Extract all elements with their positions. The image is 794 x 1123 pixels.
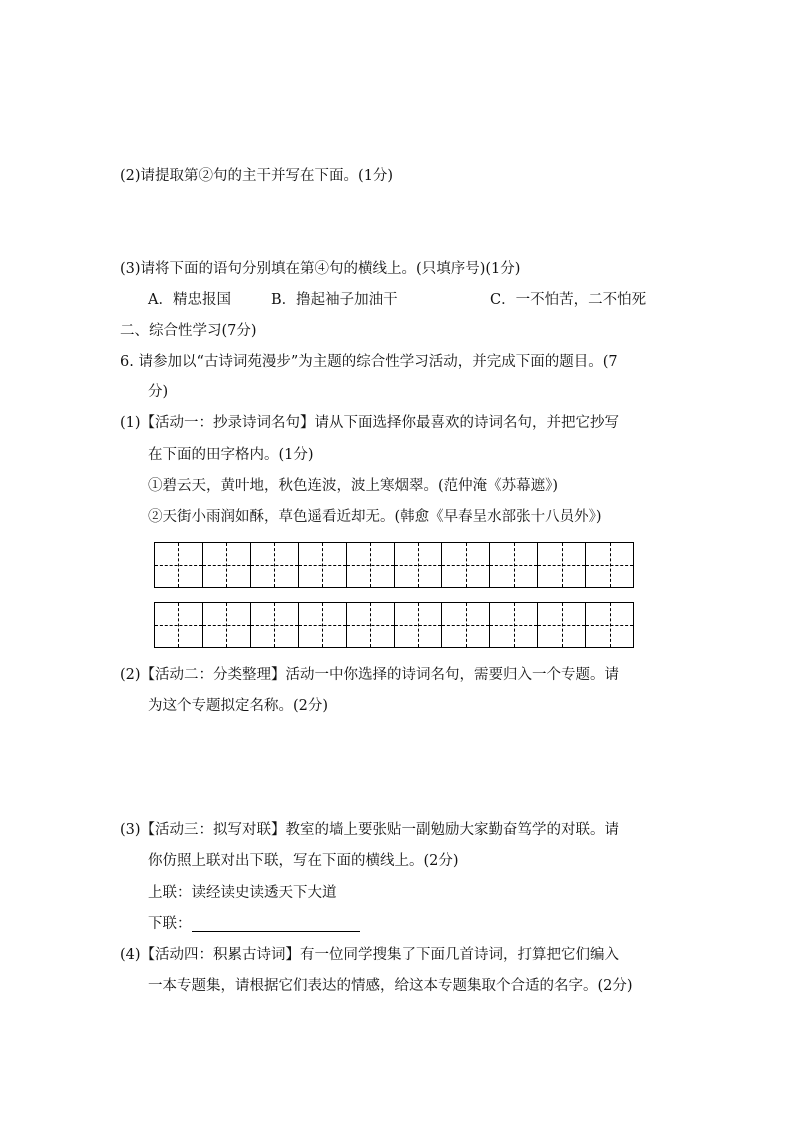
poem-2: ②天街小雨润如酥，草色遥看近却无。(韩愈《早春呈水部张十八员外》) [148, 509, 602, 525]
couplet-upper: 上联：读经读史读透天下大道 [148, 885, 337, 901]
grid-cell[interactable] [538, 543, 586, 587]
grid-cell[interactable] [442, 603, 490, 647]
option-a: A．精忠报国 [148, 292, 231, 308]
grid-cell[interactable] [203, 603, 251, 647]
question-3: (3)请将下面的语句分别填在第④句的横线上。(只填序号)(1分) [120, 261, 521, 277]
answer-blank[interactable] [192, 915, 360, 932]
tianzige-grid-row-2[interactable] [154, 602, 634, 648]
grid-cell[interactable] [203, 543, 251, 587]
grid-cell[interactable] [155, 603, 203, 647]
grid-cell[interactable] [442, 543, 490, 587]
activity-1-line2: 在下面的田字格内。(1分) [148, 447, 314, 463]
question-6-line1: 6. 请参加以“古诗词苑漫步”为主题的综合性学习活动，并完成下面的题目。(7 [120, 354, 618, 370]
option-b: B．撸起袖子加油干 [271, 292, 398, 308]
grid-cell[interactable] [299, 543, 347, 587]
grid-cell[interactable] [395, 603, 443, 647]
grid-cell[interactable] [586, 603, 633, 647]
grid-cell[interactable] [538, 603, 586, 647]
activity-1-line1: (1)【活动一：抄录诗词名句】请从下面选择你最喜欢的诗词名句，并把它抄写 [120, 415, 620, 431]
grid-cell[interactable] [586, 543, 633, 587]
activity-2-line1: (2)【活动二：分类整理】活动一中你选择的诗词名句，需要归入一个专题。请 [120, 667, 620, 683]
grid-cell[interactable] [347, 603, 395, 647]
activity-3-line2: 你仿照上联对出下联，写在下面的横线上。(2分) [148, 853, 459, 869]
poem-1: ①碧云天，黄叶地，秋色连波，波上寒烟翠。(范仲淹《苏幕遮》) [148, 478, 559, 494]
grid-cell[interactable] [490, 543, 538, 587]
grid-cell[interactable] [299, 603, 347, 647]
question-6-line2: 分) [148, 384, 169, 400]
grid-cell[interactable] [490, 603, 538, 647]
tianzige-grid-row-1[interactable] [154, 542, 634, 588]
question-2: (2)请提取第②句的主干并写在下面。(1分) [120, 168, 394, 184]
grid-cell[interactable] [251, 603, 299, 647]
option-c: C．一不怕苦，二不怕死 [490, 292, 647, 308]
activity-4-line2: 一本专题集，请根据它们表达的情感，给这本专题集取个合适的名字。(2分) [148, 978, 633, 994]
couplet-lower-label: 下联： [148, 916, 192, 932]
grid-cell[interactable] [347, 543, 395, 587]
grid-cell[interactable] [251, 543, 299, 587]
activity-2-line2: 为这个专题拟定名称。(2分) [148, 698, 329, 714]
activity-4-line1: (4)【活动四：积累古诗词】有一位同学搜集了下面几首诗词，打算把它们编入 [120, 947, 620, 963]
activity-3-line1: (3)【活动三：拟写对联】教室的墙上要张贴一副勉励大家勤奋笃学的对联。请 [120, 822, 620, 838]
grid-cell[interactable] [395, 543, 443, 587]
couplet-lower [148, 914, 360, 934]
grid-cell[interactable] [155, 543, 203, 587]
section-heading: 二、综合性学习(7分) [120, 323, 257, 339]
